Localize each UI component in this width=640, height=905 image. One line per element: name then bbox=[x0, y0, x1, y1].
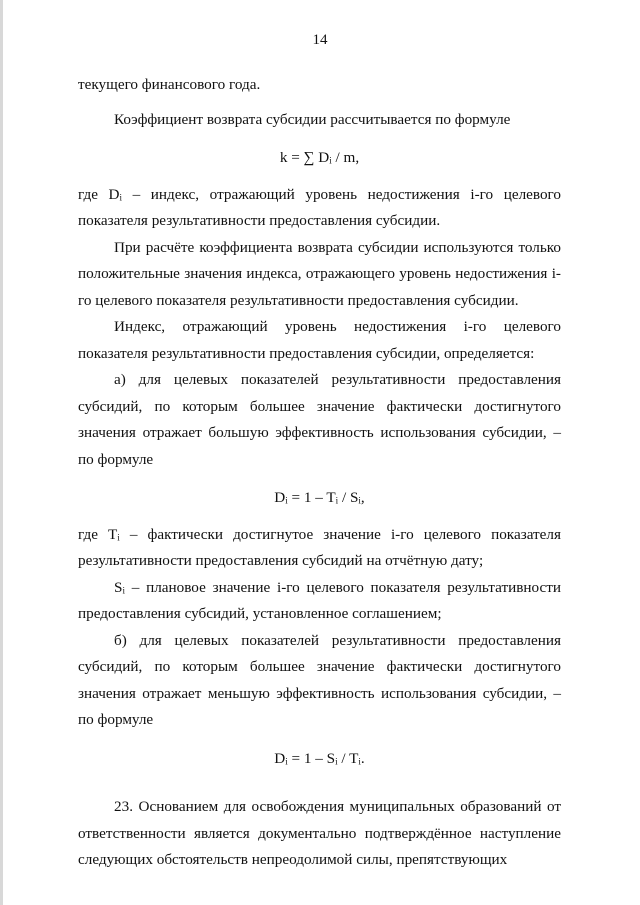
paragraph-ti-definition: где Tᵢ – фактически достигнутое значение i-го целевого показателя результативности предоставления субсидий на отчётную дату; bbox=[78, 525, 561, 569]
paragraph-si-definition: Sᵢ – плановое значение i-го целевого показателя результативности предоставления субсидий, установленное соглашением; bbox=[78, 578, 561, 622]
document-body bbox=[78, 72, 561, 874]
paragraph-continuation: текущего финансового года. bbox=[78, 76, 261, 93]
paragraph-di-definition: где Dᵢ – индекс, отражающий уровень недостижения i-го целевого показателя результативности предоставления субсидии. bbox=[78, 185, 561, 229]
paragraph-index-definition: Индекс, отражающий уровень недостижения i-го целевого показателя результативности предоставления субсидии, определяется: bbox=[78, 318, 561, 362]
formula-di-b: Dᵢ = 1 – Sᵢ / Tᵢ. bbox=[274, 749, 365, 767]
paragraph-23: 23. Основанием для освобождения муниципальных образований от ответственности является документально подтверждённое наступление следующих обстоятельств непреодолимой силы, препятствующих bbox=[78, 798, 561, 868]
page-number: 14 bbox=[312, 32, 328, 48]
paragraph-case-a: а) для целевых показателей результативности предоставления субсидий, по которым большее значение фактически достигнутого значения отражает большую эффективность использования субсидии, – по формуле bbox=[78, 371, 561, 468]
formula-di-a: Dᵢ = 1 – Tᵢ / Sᵢ, bbox=[274, 489, 365, 506]
paragraph-case-b: б) для целевых показателей результативности предоставления субсидий, по которым большее значение фактически достигнутого значения отражает меньшую эффективность использования субсидии, – по формуле bbox=[78, 631, 561, 728]
page-edge bbox=[0, 0, 3, 905]
paragraph-formula-intro: Коэффициент возврата субсидии рассчитывается по формуле bbox=[114, 110, 511, 128]
paragraph-positive-values: При расчёте коэффициента возврата субсидии используются только положительные значения индекса, отражающего уровень недостижения i-го целевого показателя результативности предоставления субсидии. bbox=[78, 238, 561, 309]
formula-k: k = ∑ Dᵢ / m, bbox=[279, 149, 360, 166]
